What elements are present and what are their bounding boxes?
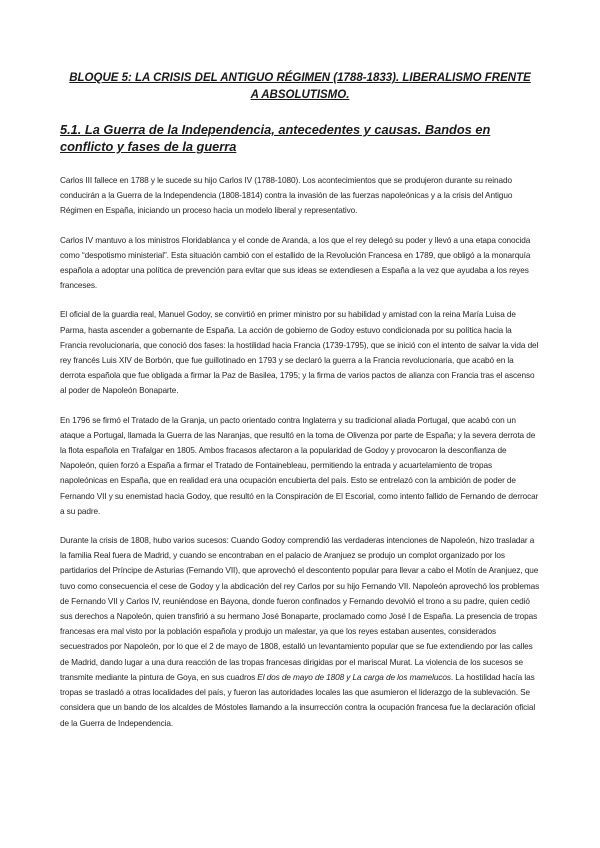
section-heading: 5.1. La Guerra de la Independencia, antecedentes y causas. Bandos en conflicto y fases de la guerra bbox=[60, 122, 491, 154]
paragraph-3: El oficial de la guardia real, Manuel Godoy, se convirtió en primer ministro por su habilidad y amistad con la reina María Luisa de Parma, hasta ascender a gobernante de España. La acción de gobierno de Godoy estuvo condicionada por su política hacia la Francia revolucionaria, que conoció dos fases: la hostilidad hacia Francia (1739-1795), que se inició con el intento de salvar la vida del rey francés Luis XIV de Borbón, que fue guillotinado en 1793 y se declaró la guerra a la Francia revolucionaria, que acabó en la derrota española que fue obligada a firmar la Paz de Basilea, 1795; y la firma de varios pactos de alianza con Francia tras el ascenso al poder de Napoleón Bonaparte. bbox=[60, 310, 539, 396]
paragraph-5 bbox=[60, 533, 540, 731]
paragraph-4: En 1796 se firmó el Tratado de la Granja, un pacto orientado contra Inglaterra y su tradicional aliada Portugal, que acabó con un ataque a Portugal, llamada la Guerra de las Naranjas, que resultó en la toma de Olivenza por parte de España; y la severa derrota de la flota española en Trafalgar en 1805. Ambos fracasos afectaron a la popularidad de Godoy y provocaron la desconfianza de Napoleón, quien forzó a España a firmar el Tratado de Fontainebleau, permitiendo la entrada y acuartelamiento de tropas napoleónicas en España, que en realidad era una ocupación encubierta del país. Esto se entrelazó con la ambición de poder de Fernando VII y su enemistad hacia Godoy, que resultó en la Conspiración de El Escorial, como intento fallido de Fernando de derrocar a su padre. bbox=[60, 415, 539, 516]
paragraph-5-text-a: Durante la crisis de 1808, hubo varios sucesos: Cuando Godoy comprendió las verdaderas intenciones de Napoleón, hizo trasladar a la familia Real fuera de Madrid, y cuando se encontraban en el palacio de Aranjuez se produjo un complot organizado por los partidarios del Príncipe de Asturias (Fernando VII), que aprovechó el descontento popular para llevar a cabo el Motín de Aranjuez, que tuvo como consecuencia el cese de Godoy y la abdicación del rey Carlos por su hijo Fernando VII. Napoleón aprovechó los problemas de Fernando VII y Carlos IV, reuniéndose en Bayona, donde fueron confinados y Fernando devolvió el trono a su padre, quien cedió sus derechos a Napoleón, quien transfirió a su hermano José Bonaparte, proclamado como José I de España. La presencia de tropas francesas era mal visto por la población española y produjo un malestar, ya que los reyes estaban ausentes, considerados secuestrados por Napoleón, por lo que el 2 de mayo de 1808, estalló un levantamiento popular que se fue extendiendo por las calles de Madrid, dando lugar a una dura reacción de las tropas francesas dirigidas por el mariscal Murat. La violencia de los sucesos se transmite mediante la pintura de Goya, en sus cuadros bbox=[60, 536, 540, 682]
page-title: BLOQUE 5: LA CRISIS DEL ANTIGUO RÉGIMEN (1788-1833). LIBERALISMO FRENTE A ABSOLUTISMO. bbox=[69, 72, 531, 101]
paragraph-2: Carlos IV mantuvo a los ministros Floridablanca y el conde de Aranda, a los que el rey delegó su poder y llevó a una etapa conocida como “despotismo ministerial”. Esta situación cambió con el estallido de la Revolución Francesa en 1789, que obligó a la monarquía española a adoptar una política de prevención para evitar que sus ideas se extendiesen a España a la vez que ayudaba a los reyes franceses. bbox=[60, 235, 531, 291]
painting-titles: El dos de mayo de 1808 y La carga de los mamelucos bbox=[257, 672, 451, 682]
paragraph-1: Carlos III fallece en 1788 y le sucede su hijo Carlos IV (1788-1080). Los acontecimientos que se produjeron durante su reinado conducirán a la Guerra de la Independencia (1808-1814) contra la invasión de las fuerzas napoleónicas y a la crisis del Antiguo Régimen en España, iniciando un proceso hacia un modelo liberal y representativo. bbox=[60, 176, 513, 216]
paragraph-5-text-b: . La hostilidad hacía las tropas se trasladó a otras localidades del país, y fueron las autoridades locales las que asumieron el liderazgo de la sublevación. Se considera que un bando de los alcaldes de Móstoles llamando a la insurrección contra la ocupación francesa fue la declaración oficial de la Guerra de Independencia. bbox=[60, 672, 536, 728]
